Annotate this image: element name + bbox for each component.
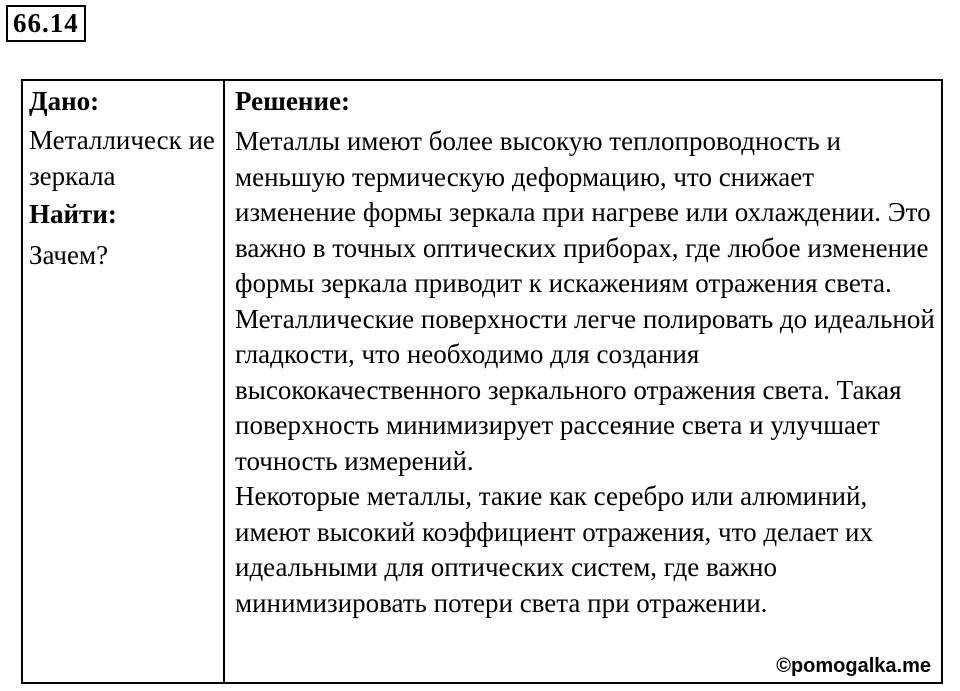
- solution-paragraph: Металлические поверхности легче полировать до идеальной гладкости, что необходимо для создания высококачественного зеркального отражения света. Такая поверхность минимизирует рассеяние света и улучшает точность измерений.: [235, 303, 935, 476]
- solution-body: [235, 124, 935, 621]
- given-column: [23, 81, 225, 682]
- solution-column: [225, 81, 941, 682]
- find-heading: Найти:: [29, 199, 117, 229]
- solution-paragraph: Некоторые металлы, такие как серебро или алюминий, имеют высокий коэффициент отражения, что делает их идеальными для оптических систем, где важно минимизировать потери света при отражении.: [235, 481, 873, 618]
- find-value: Зачем?: [29, 240, 109, 270]
- given-value: Металлическ ие зеркала: [29, 125, 215, 191]
- solution-heading: Решение:: [235, 86, 350, 116]
- given-heading: Дано:: [29, 86, 100, 116]
- solution-paragraph: Металлы имеют более высокую теплопроводность и меньшую термическую деформацию, что снижает изменение формы зеркала при нагреве или охлаждении. Это важно в точных оптических приборах, где любое изменение формы зеркала приводит к искажениям отражения света.: [235, 126, 931, 298]
- solution-table: [21, 79, 943, 684]
- problem-number: 66.14: [6, 5, 86, 42]
- watermark: ©pomogalka.me: [776, 655, 931, 677]
